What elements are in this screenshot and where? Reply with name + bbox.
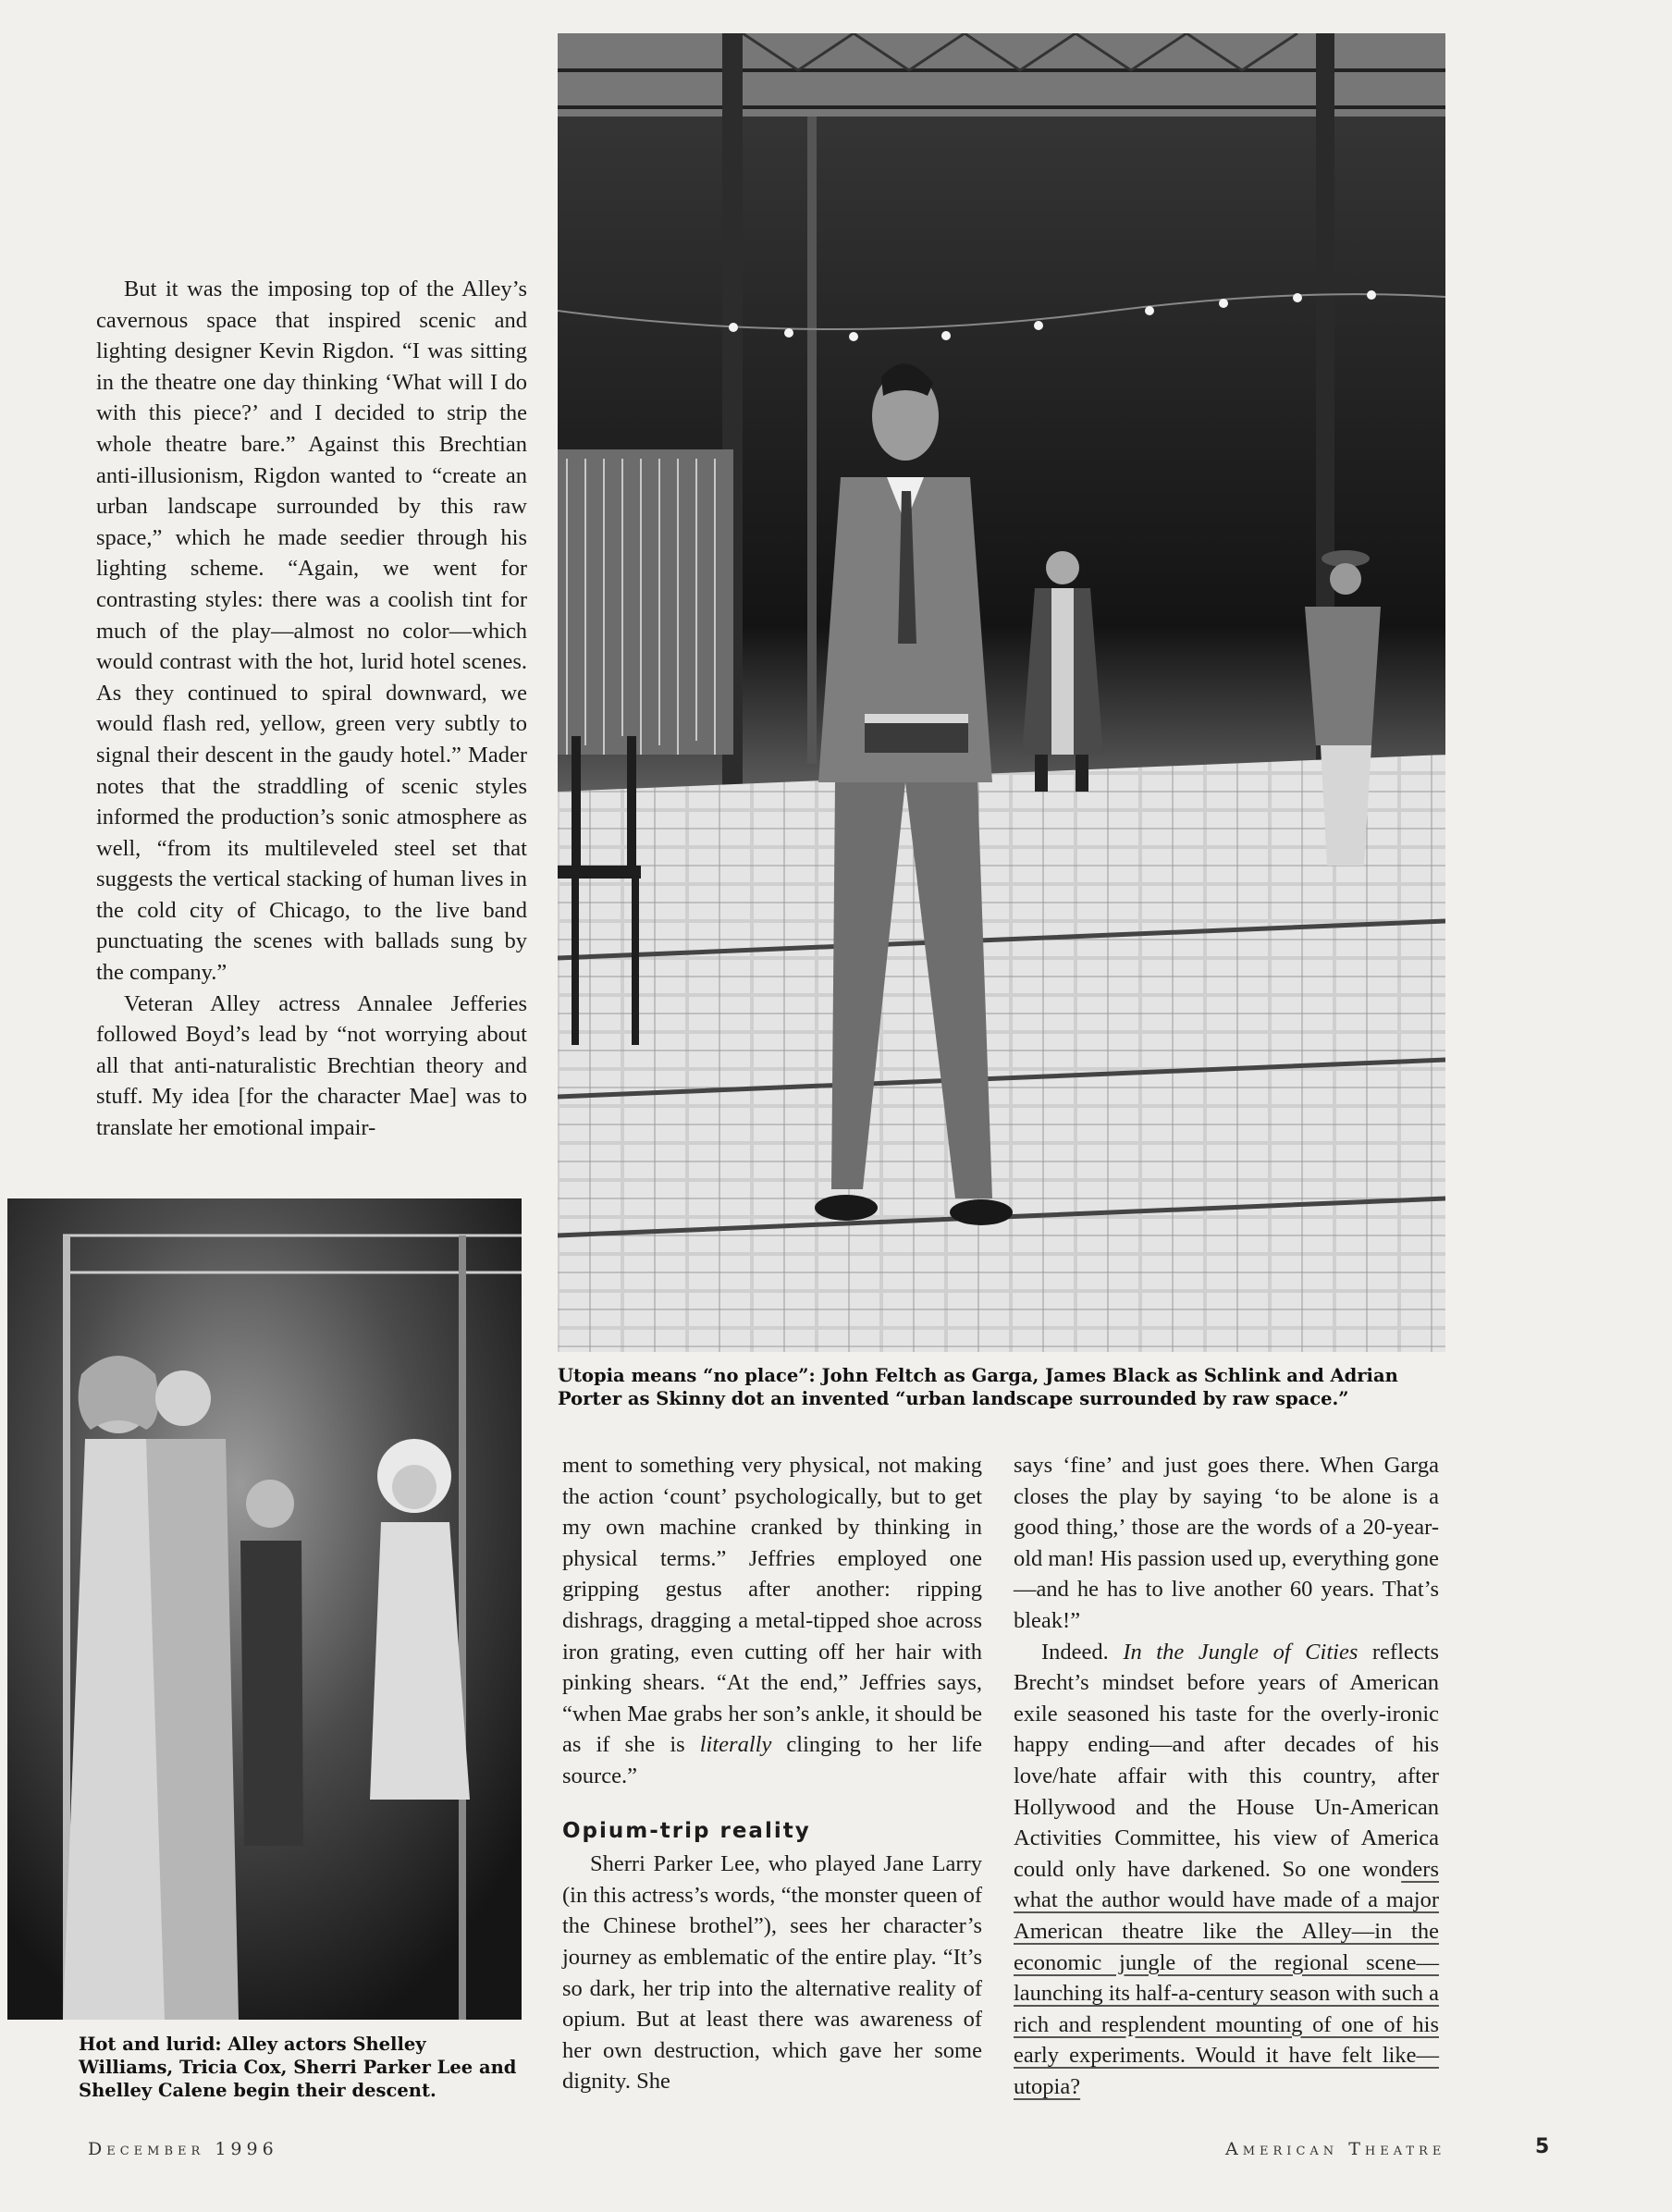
left-hotel-scene-photo <box>7 1198 522 2020</box>
middle-p1-text-b: clinging to her life source.” <box>562 1732 982 1788</box>
middle-column-text <box>562 1450 982 2097</box>
right-paragraph-2 <box>1014 1637 1439 2103</box>
left-paragraph-1: But it was the imposing top of the Alley’s cavernous space that inspired scenic and lighting designer Kevin Rigdon. “I was sitting in the theatre one day thinking ‘What will I do with this piece?’ and I decided to strip the whole theatre bare.” Against this Brechtian anti-illusionism, Rigdon wanted to “create an urban landscape surrounded by this raw space,” which he made seedier through his lighting scheme. “Again, we went for contrasting styles: there was a coolish tint for much of the play—almost no color—which would contrast with the hot, lurid hotel scenes. As they continued to spiral downward, we would flash red, yellow, green very subtly to signal their descent in the gaudy hotel.” Mader notes that the straddling of scenic styles informed the production’s sonic atmosphere as well, “from its multileveled steel set that suggests the vertical stacking of human lives in the cold city of Chicago, to the live band punctuating the scenes with ballads sung by the company.” <box>96 276 527 986</box>
footer-date: December 1996 <box>88 2139 278 2159</box>
right-p2-lead: Indeed. <box>1041 1639 1124 1665</box>
right-p2-underlined: ders what the author would have made of a major American theatre like the Alley—in the economic jungle of the regional scene—launching its half-a-century season with such a rich and resplendent mounting of one of his early experiments. Would it have felt like—utopia? <box>1014 1856 1439 2099</box>
middle-p1-text-a: ment to something very physical, not making the action ‘count’ psychologically, but to get my own machine cranked by thinking in physical terms.” Jeffries employed one gripping gestus after another: ripping dishrags, dragging a metal-tipped shoe across iron grating, even cutting off her hair with pinking shears. “At the end,” Jeffries says, “when Mae grabs her son’s ankle, it should be as if she is <box>562 1453 982 1758</box>
right-column-text <box>1014 1450 1439 2102</box>
main-stage-photo <box>558 33 1445 1352</box>
footer-magazine-name: American Theatre <box>1225 2139 1446 2159</box>
left-photo-caption: Hot and lurid: Alley actors Shelley Williams, Tricia Cox, Sherri Parker Lee and Shelley Calene begin their descent. <box>79 2034 517 2101</box>
left-hotel-scene-photo-art <box>7 1198 522 2020</box>
right-paragraph-1: says ‘fine’ and just goes there. When Garga closes the play by saying ‘to be alone is a good thing,’ those are the words of a 20-year-old man! His passion used up, everything gone—and he has to live another 60 years. That’s bleak!” <box>1014 1453 1439 1633</box>
middle-paragraph-1 <box>562 1450 982 1792</box>
middle-p1-italic: literally <box>699 1732 772 1758</box>
main-photo-caption: Utopia means “no place”: John Feltch as Garga, James Black as Schlink and Adrian Porter as Skinny dot an invented “urban landscape surrounded by raw space.” <box>558 1365 1398 1409</box>
left-column-text <box>96 274 527 1144</box>
main-stage-photo-art <box>558 33 1445 1352</box>
footer-page-number: 5 <box>1535 2135 1550 2158</box>
section-subhead: Opium-trip reality <box>562 1818 811 1843</box>
right-p2-mid: reflects Brecht’s mindset before years of American exile seasoned his taste for the overly-ironic happy ending—and after decades of his love/hate affair with this country, after Hollywood and the House Un-American Activities Committee, his view of America could only have darkened. So one won <box>1014 1639 1439 1882</box>
left-paragraph-2: Veteran Alley actress Annalee Jefferies followed Boyd’s lead by “not worrying about all that anti-naturalistic Brechtian theory and stuff. My idea [for the character Mae] was to translate her emotional impair- <box>96 990 527 1141</box>
right-p2-italic-title: In the Jungle of Cities <box>1123 1639 1358 1665</box>
middle-paragraph-2: Sherri Parker Lee, who played Jane Larry (in this actress’s words, “the monster queen of the Chinese brothel”), sees her character’s journey as emblematic of the entire play. “It’s so dark, her trip into the alternative reality of opium. But at least there was awareness of her own destruction, which gave her some dignity. She <box>562 1851 982 2095</box>
